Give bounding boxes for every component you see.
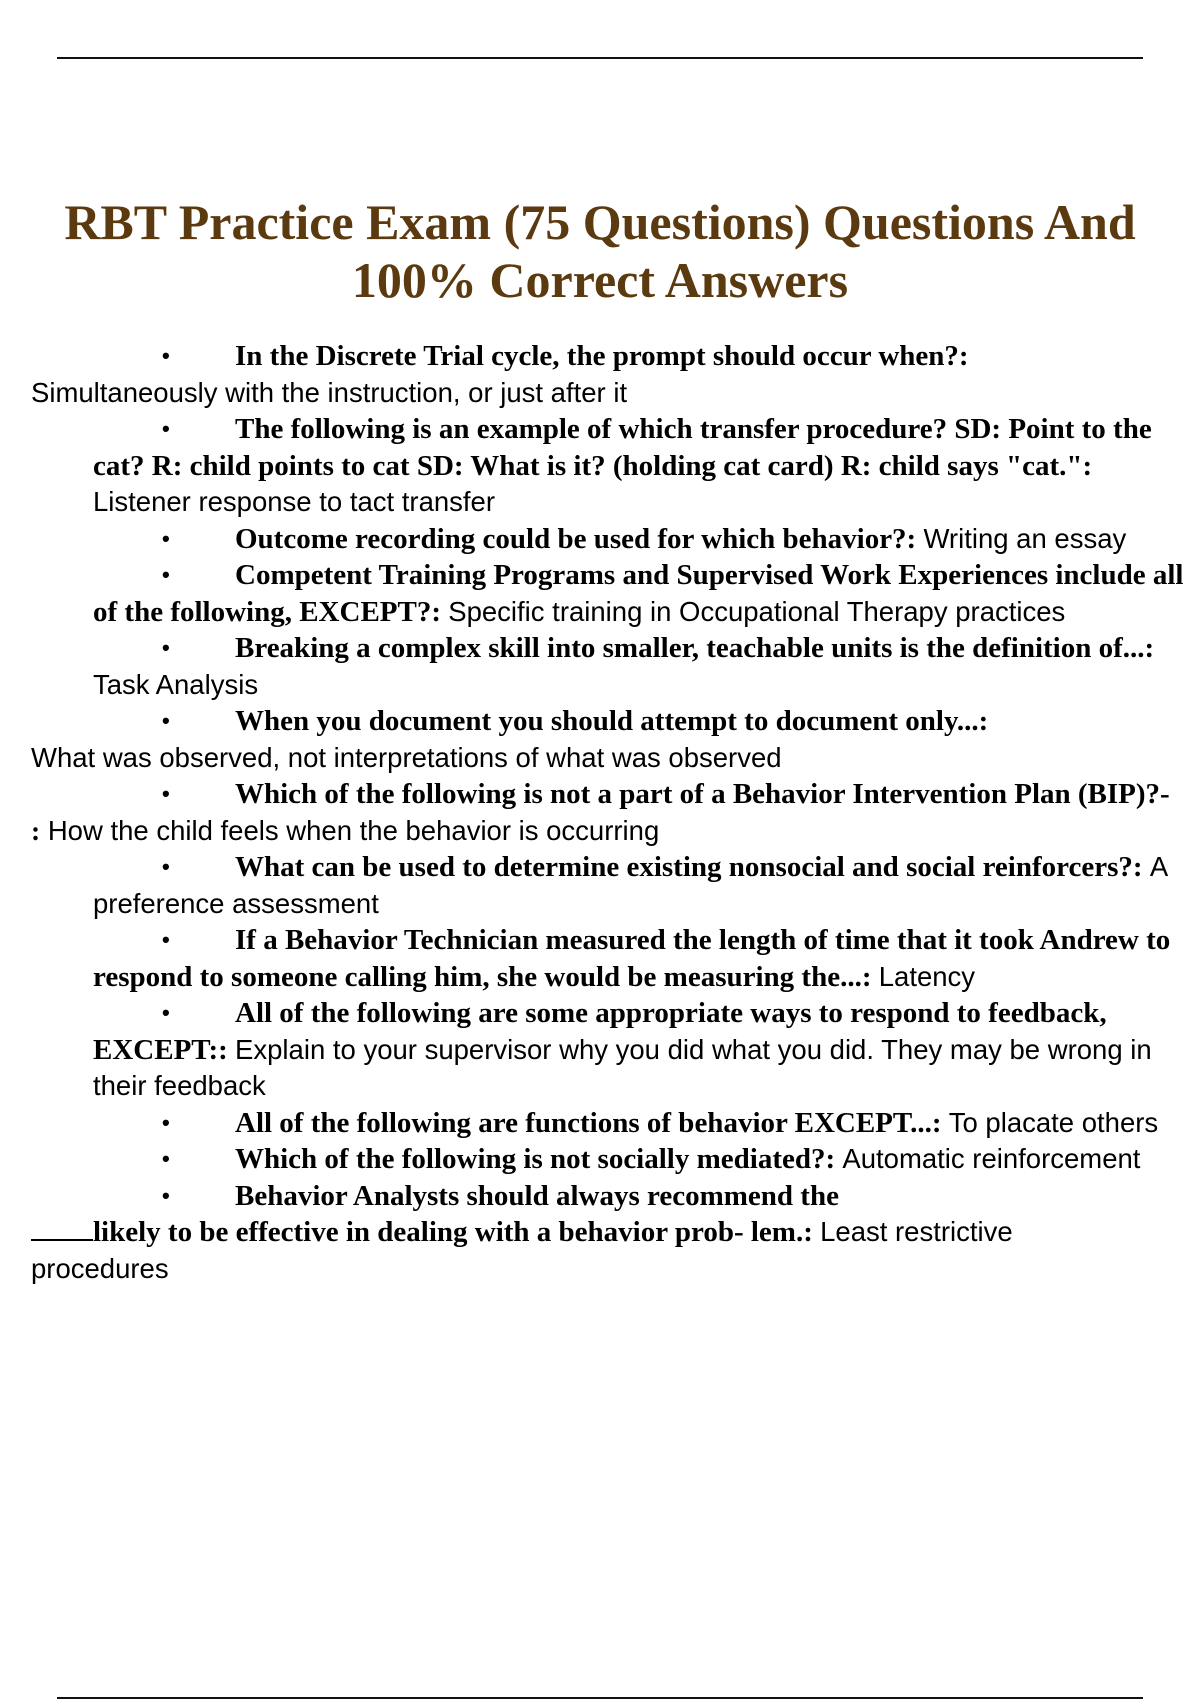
bullet: •: [162, 343, 170, 368]
answer-text: Writing an essay: [923, 522, 1127, 554]
question-text: When you document you should attempt to document only...:: [235, 705, 989, 737]
bullet: •: [162, 781, 170, 806]
question-text: All of the following are some appropriate ways to respond to feedback, EXCEPT::: [93, 997, 1107, 1066]
answer-text: Automatic reinforcement: [842, 1143, 1141, 1174]
list-item: [0, 411, 1200, 521]
question-text: Competent Training Programs and Supervised Work Experiences include all of the following, EXCEPT?:: [93, 559, 1184, 628]
list-item: [0, 1141, 1200, 1178]
bullet: •: [162, 1182, 170, 1208]
list-item: [0, 521, 1200, 558]
bullet: •: [162, 562, 170, 587]
question-text: All of the following are functions of behavior EXCEPT...:: [235, 1106, 942, 1139]
list-item: [0, 338, 1200, 411]
question-text: The following is an example of which transfer procedure? SD: Point to the cat? R: child points to cat SD: What is it? (holding cat card) R: child says "cat.":: [93, 413, 1152, 482]
list-item: [0, 995, 1200, 1105]
list-item: [0, 922, 1200, 995]
question-text: If a Behavior Technician measured the length of time that it took Andrew to respond to someone calling him, she would be measuring the...:: [93, 924, 1171, 993]
question-list: [0, 338, 1200, 1287]
answer-text: How the child feels when the behavior is occurring: [47, 814, 660, 846]
answer-text: Simultaneously with the instruction, or just after it: [31, 376, 628, 408]
list-item: [0, 1105, 1200, 1142]
list-item: [0, 849, 1200, 922]
bullet: •: [162, 525, 170, 551]
document-title: RBT Practice Exam (75 Questions) Questions And 100% Correct Answers: [64, 194, 1136, 308]
bullet: •: [162, 416, 170, 441]
answer-text: What was observed, not interpretations of what was observed: [31, 741, 782, 773]
answer-text: Specific training in Occupational Therapy practices: [448, 595, 1066, 627]
list-item: [0, 630, 1200, 703]
bullet: •: [162, 1000, 170, 1025]
list-item: [0, 776, 1200, 849]
bullet: •: [162, 708, 170, 733]
question-text: Outcome recording could be used for which behavior?:: [235, 522, 917, 555]
bullet: •: [162, 1146, 170, 1171]
answer-text: Task Analysis: [93, 668, 259, 700]
answer-text: Explain to your supervisor why you did what you did. They may be wrong in their feedback: [93, 1033, 1152, 1101]
list-item: [0, 1178, 1200, 1288]
list-item: [0, 703, 1200, 776]
answer-text: To placate others: [948, 1106, 1159, 1138]
answer-text-continued: procedures: [31, 1252, 169, 1284]
bullet: •: [162, 635, 170, 660]
answer-text: A preference assessment: [93, 851, 1167, 919]
question-text: Breaking a complex skill into smaller, teachable units is the definition of...:: [235, 632, 1155, 664]
question-text-continued: likely to be effective in dealing with a behavior prob- lem.:: [93, 1216, 813, 1248]
answer-text: Listener response to tact transfer: [93, 486, 496, 517]
answer-text: Latency: [878, 960, 976, 992]
list-item: [0, 557, 1200, 630]
fill-in-blank: [31, 1215, 93, 1241]
question-text: In the Discrete Trial cycle, the prompt should occur when?:: [235, 340, 969, 372]
question-text: What can be used to determine existing nonsocial and social reinforcers?:: [235, 851, 1143, 883]
answer-text: Least restrictive: [820, 1216, 1013, 1247]
question-text: Which of the following is not socially mediated?:: [235, 1143, 836, 1175]
question-text: Behavior Analysts should always recommend the: [235, 1179, 839, 1212]
bullet: •: [162, 854, 170, 879]
bullet: •: [162, 927, 170, 952]
answer-colon: :: [31, 814, 41, 846]
bottom-rule: [57, 1697, 1143, 1699]
bullet: •: [162, 1109, 170, 1135]
top-rule: [57, 57, 1143, 59]
question-text: Which of the following is not a part of a Behavior Intervention Plan (BIP)?-: [235, 778, 1170, 810]
